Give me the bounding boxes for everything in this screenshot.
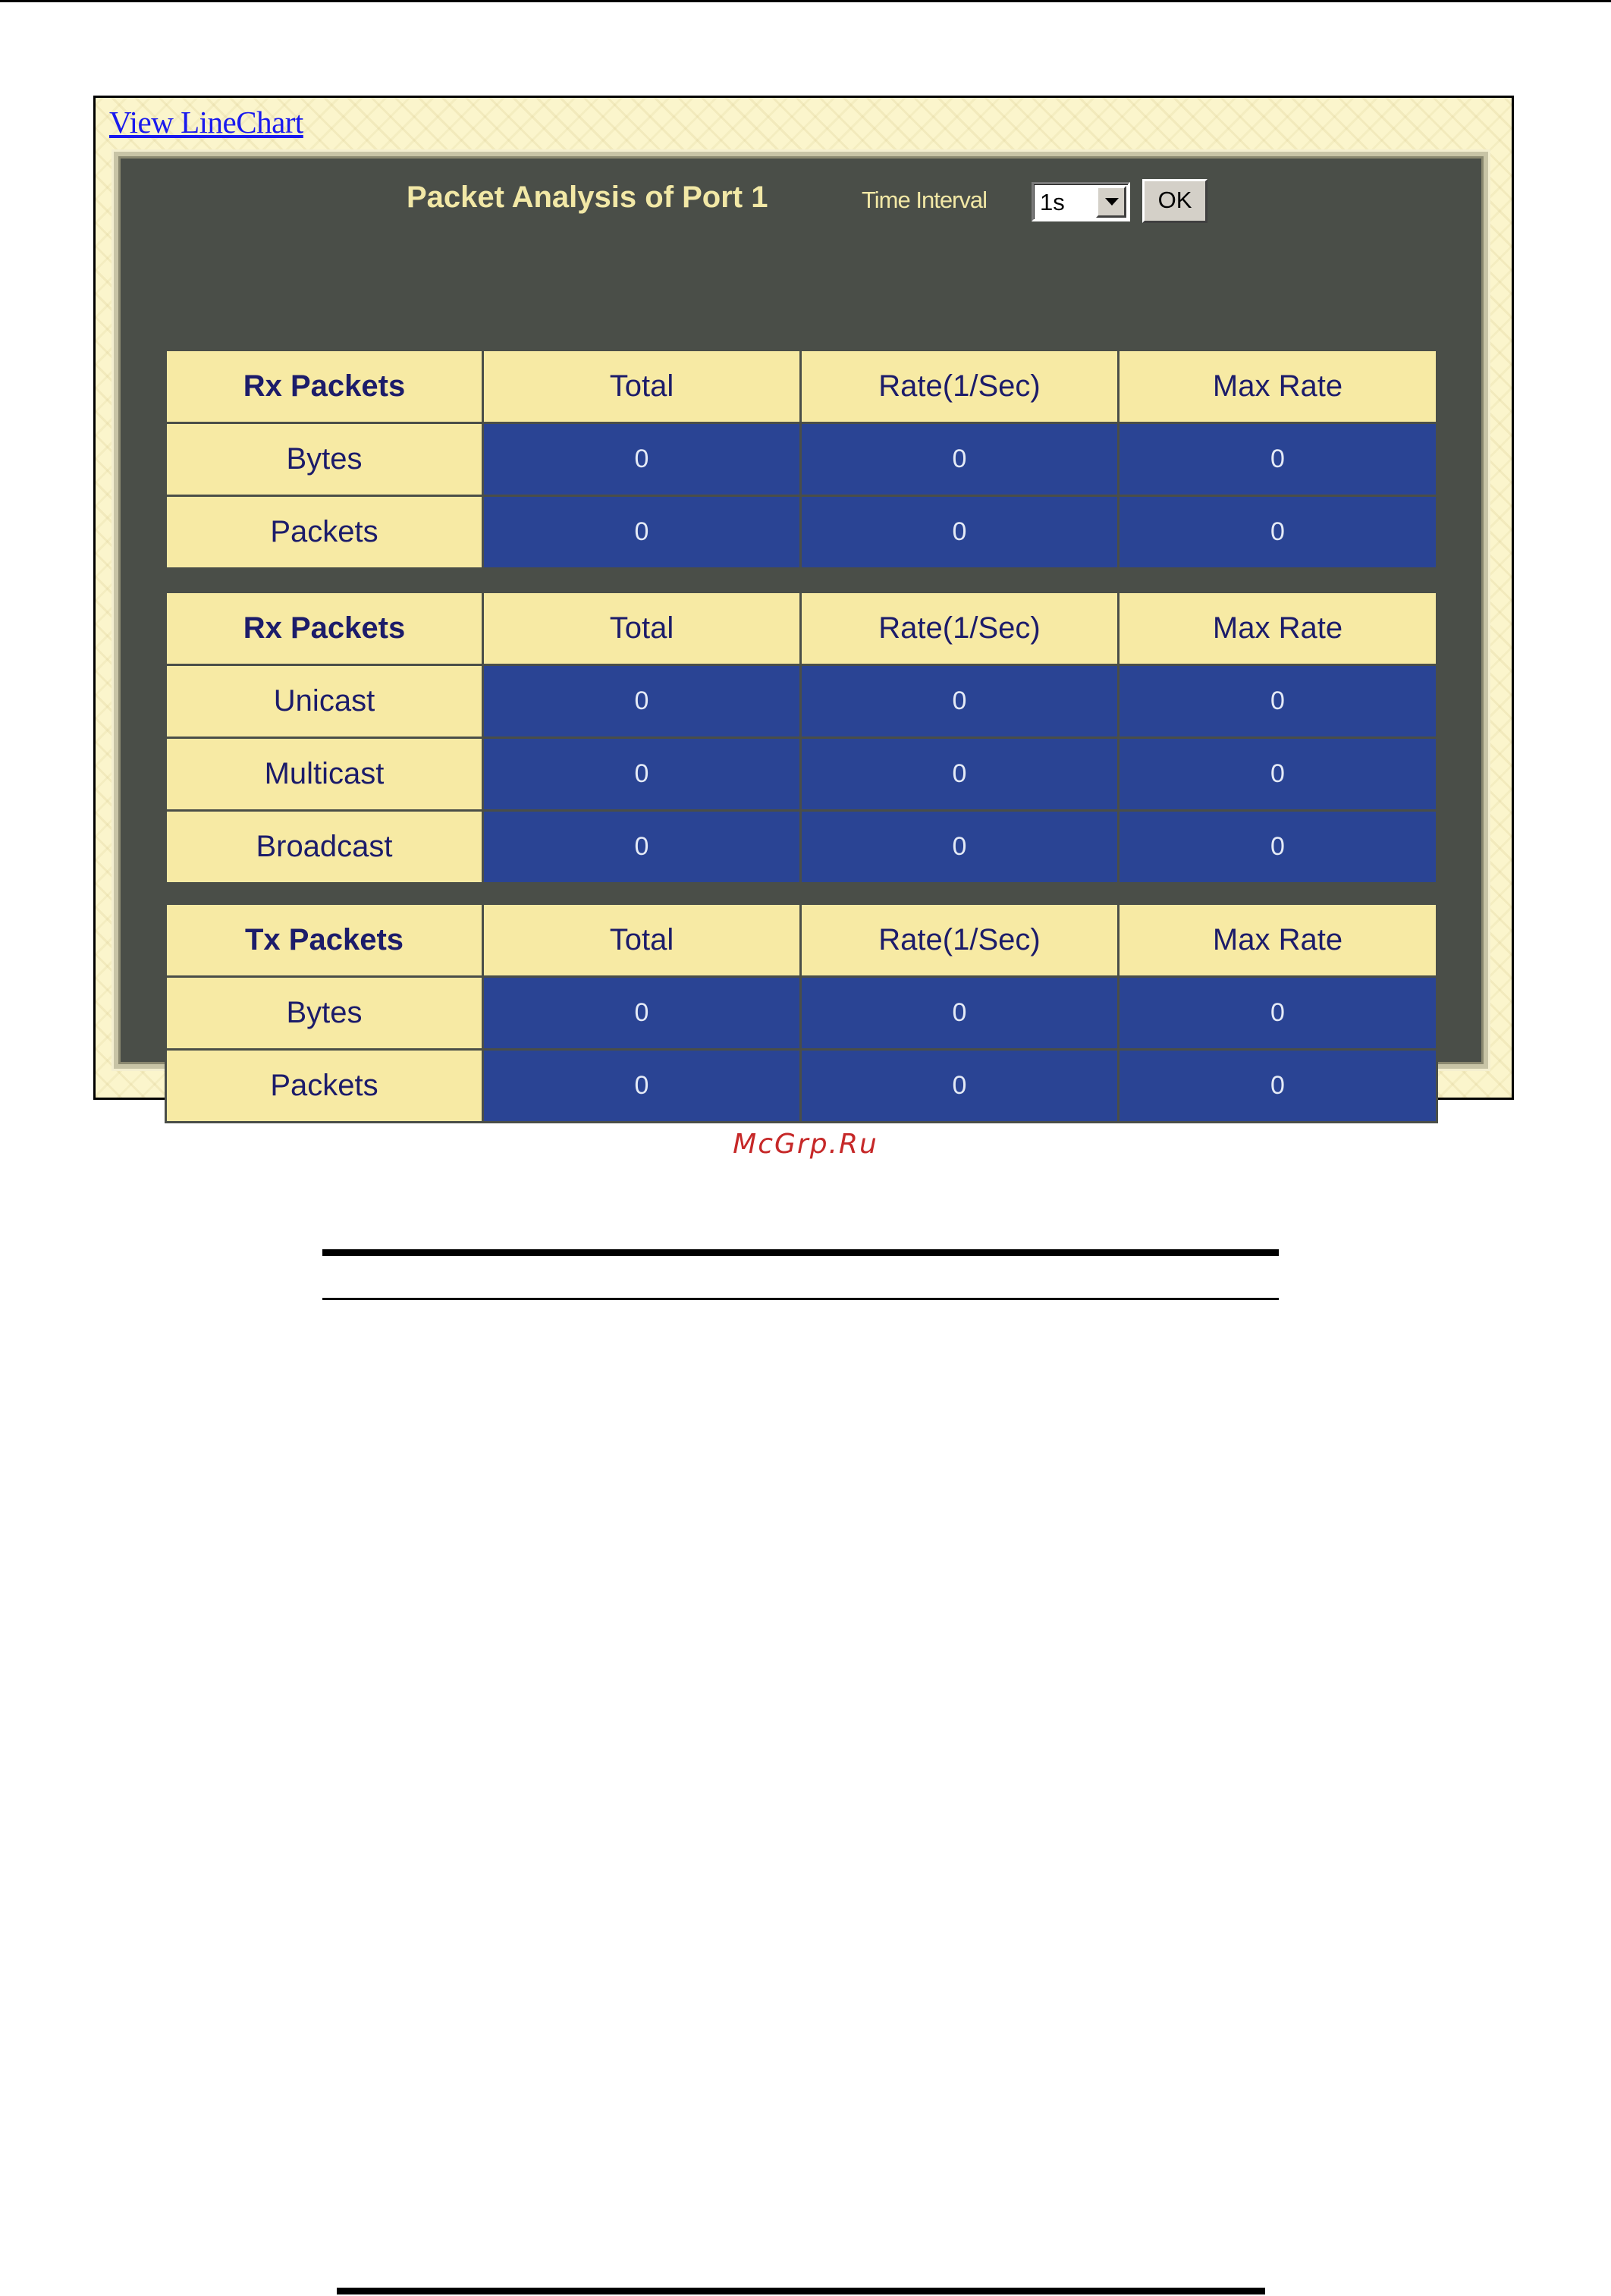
bottom-rule: [337, 2288, 1265, 2294]
time-interval-value: 1s: [1040, 189, 1065, 215]
table-row: [166, 1050, 1437, 1123]
thick-rule: [322, 1249, 1279, 1256]
table-row: [166, 496, 1437, 569]
table-row: [166, 811, 1437, 884]
table-row: [166, 738, 1437, 811]
rate-value: 0: [801, 977, 1119, 1050]
total-value: 0: [483, 811, 801, 884]
top-rule: [0, 0, 1611, 2]
max-rate-value: 0: [1119, 423, 1437, 496]
column-header-category: Rx Packets: [166, 592, 483, 665]
total-value: 0: [483, 1050, 801, 1123]
ok-button[interactable]: OK: [1142, 179, 1207, 223]
column-header-max-rate: Max Rate: [1119, 592, 1437, 665]
watermark-text: McGrp.Ru: [733, 1129, 878, 1160]
view-linechart-link[interactable]: View LineChart: [109, 105, 303, 140]
total-value: 0: [483, 423, 801, 496]
time-interval-label: Time Interval: [862, 187, 988, 213]
max-rate-value: 0: [1119, 811, 1437, 884]
max-rate-value: 0: [1119, 496, 1437, 569]
max-rate-value: 0: [1119, 665, 1437, 738]
total-value: 0: [483, 496, 801, 569]
column-header-max-rate: Max Rate: [1119, 904, 1437, 977]
rate-value: 0: [801, 665, 1119, 738]
rate-value: 0: [801, 811, 1119, 884]
column-header-category: Tx Packets: [166, 904, 483, 977]
row-label: Broadcast: [166, 811, 483, 884]
row-label: Bytes: [166, 977, 483, 1050]
rate-value: 0: [801, 1050, 1119, 1123]
column-header-category: Rx Packets: [166, 350, 483, 423]
table-row: [166, 665, 1437, 738]
table-header-row: [166, 592, 1437, 665]
column-header-rate: Rate(1/Sec): [801, 592, 1119, 665]
row-label: Unicast: [166, 665, 483, 738]
rate-value: 0: [801, 423, 1119, 496]
table-header-row: [166, 904, 1437, 977]
total-value: 0: [483, 665, 801, 738]
row-label: Bytes: [166, 423, 483, 496]
column-header-rate: Rate(1/Sec): [801, 350, 1119, 423]
row-label: Packets: [166, 496, 483, 569]
total-value: 0: [483, 738, 801, 811]
thin-rule: [322, 1298, 1279, 1300]
row-label: Packets: [166, 1050, 483, 1123]
max-rate-value: 0: [1119, 977, 1437, 1050]
max-rate-value: 0: [1119, 1050, 1437, 1123]
total-value: 0: [483, 977, 801, 1050]
time-interval-select[interactable]: [1032, 182, 1130, 221]
table-row: [166, 423, 1437, 496]
rate-value: 0: [801, 738, 1119, 811]
packet-analysis-frame: [93, 96, 1514, 1100]
chevron-down-icon[interactable]: [1096, 186, 1126, 218]
row-label: Multicast: [166, 738, 483, 811]
table-header-row: [166, 350, 1437, 423]
rx-size-table: [165, 349, 1438, 570]
column-header-max-rate: Max Rate: [1119, 350, 1437, 423]
rate-value: 0: [801, 496, 1119, 569]
panel-title: Packet Analysis of Port 1: [407, 181, 768, 214]
rx-type-table: [165, 591, 1438, 884]
column-header-total: Total: [483, 350, 801, 423]
column-header-total: Total: [483, 592, 801, 665]
packet-analysis-panel: [114, 152, 1488, 1102]
table-row: [166, 977, 1437, 1050]
column-header-rate: Rate(1/Sec): [801, 904, 1119, 977]
tx-size-table: [165, 903, 1438, 1123]
max-rate-value: 0: [1119, 738, 1437, 811]
column-header-total: Total: [483, 904, 801, 977]
